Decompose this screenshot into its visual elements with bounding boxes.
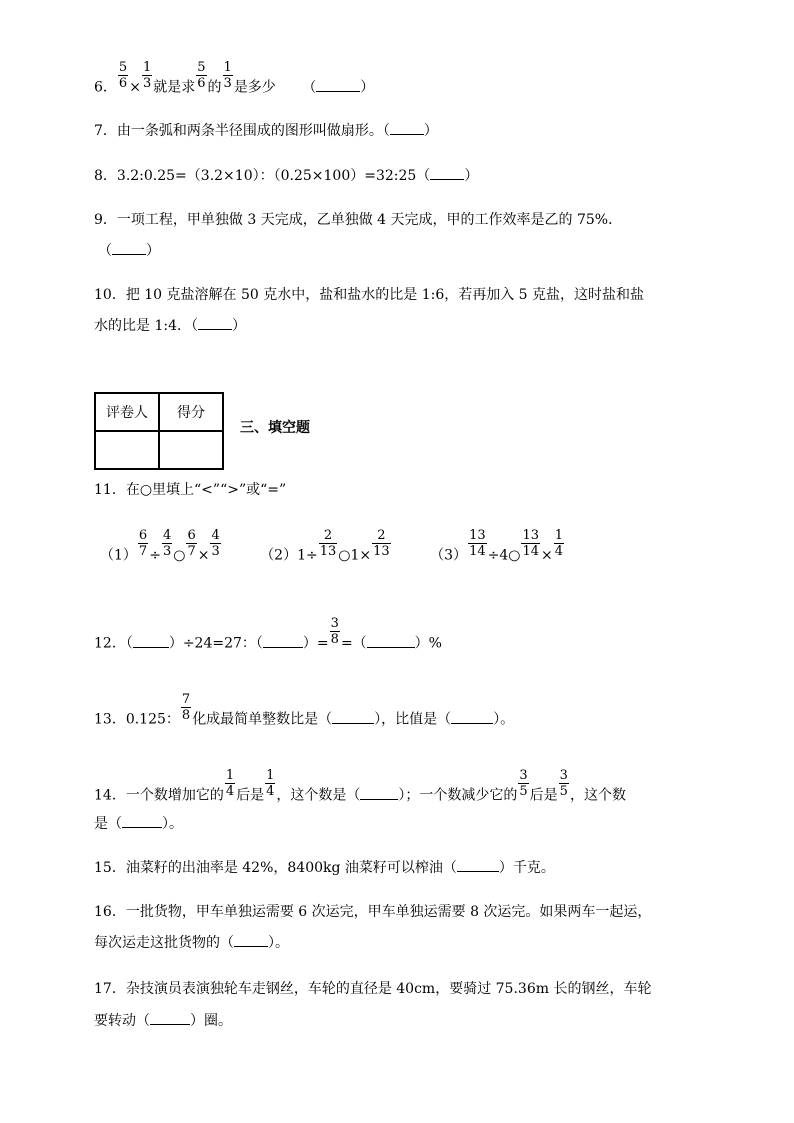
fraction bbox=[319, 528, 338, 559]
question-text: 要转动（ bbox=[94, 1013, 150, 1029]
compare-expression[interactable]: ÷4○ bbox=[487, 547, 521, 564]
question-6 bbox=[94, 60, 375, 103]
fraction bbox=[372, 528, 391, 559]
answer-blank[interactable] bbox=[198, 317, 232, 330]
numerator: 3 bbox=[559, 768, 568, 783]
answer-blank[interactable] bbox=[150, 1012, 190, 1025]
question-8 bbox=[94, 166, 478, 186]
denominator: 4 bbox=[554, 544, 564, 559]
question-text: 7．由一条弧和两条半径围成的图形叫做扇形。（ bbox=[94, 123, 390, 139]
question-text: 就是求 bbox=[153, 79, 196, 96]
fraction bbox=[554, 528, 564, 559]
sub-question-3 bbox=[430, 528, 565, 571]
numerator: 4 bbox=[162, 528, 172, 543]
answer-blank[interactable] bbox=[332, 711, 374, 724]
question-17 bbox=[94, 979, 651, 999]
question-text: 13．0.125： bbox=[94, 711, 180, 728]
denominator: 4 bbox=[225, 784, 235, 799]
denominator: 14 bbox=[469, 544, 486, 559]
question-text: =（ bbox=[340, 635, 367, 652]
numerator: 6 bbox=[187, 528, 196, 543]
question-12 bbox=[94, 616, 442, 659]
question-17-line2 bbox=[94, 1011, 232, 1031]
grader-header: 评卷人 bbox=[95, 393, 159, 431]
answer-blank[interactable] bbox=[451, 711, 493, 724]
sub-label: （2）1÷ bbox=[260, 547, 318, 564]
question-text: 的 bbox=[207, 79, 222, 96]
answer-blank[interactable] bbox=[234, 934, 268, 947]
question-text: 每次运走这批货物的（ bbox=[94, 935, 234, 951]
divide-sign: ÷ bbox=[149, 547, 161, 564]
answer-blank[interactable] bbox=[457, 859, 499, 872]
question-text: 14．一个数增加它的 bbox=[94, 787, 224, 804]
numerator: 1 bbox=[223, 60, 232, 75]
grader-cell[interactable] bbox=[95, 431, 159, 469]
score-cell[interactable] bbox=[159, 431, 223, 469]
question-text: 11．在○里填上“<”“>”或“=” bbox=[94, 482, 287, 498]
answer-blank[interactable] bbox=[367, 635, 415, 648]
fraction bbox=[225, 768, 235, 799]
denominator: 3 bbox=[211, 544, 220, 559]
question-text: ）% bbox=[414, 635, 442, 652]
answer-blank[interactable] bbox=[133, 635, 169, 648]
question-14-line2 bbox=[94, 814, 183, 834]
answer-blank[interactable] bbox=[390, 122, 424, 135]
question-text: ）圈。 bbox=[190, 1013, 232, 1029]
question-text: 10．把 10 克盐溶解在 50 克水中，盐和盐水的比是 1:6，若再加入 5 克盐，这时盐和盐 bbox=[94, 287, 645, 303]
question-11 bbox=[94, 480, 286, 500]
question-10 bbox=[94, 285, 644, 305]
question-text: ）千克。 bbox=[498, 860, 555, 876]
question-text: 是（ bbox=[94, 816, 122, 832]
question-text: ）= bbox=[302, 635, 329, 652]
numerator: 3 bbox=[519, 768, 528, 783]
question-text: 化成最简单整数比是（ bbox=[192, 711, 333, 728]
numerator: 1 bbox=[142, 60, 152, 75]
denominator: 6 bbox=[197, 76, 206, 91]
fraction bbox=[559, 768, 569, 799]
question-11-parts bbox=[100, 528, 599, 571]
answer-blank[interactable] bbox=[316, 79, 360, 92]
times-sign: × bbox=[129, 79, 141, 96]
fraction bbox=[118, 60, 128, 91]
answer-blank[interactable] bbox=[430, 167, 464, 180]
numerator: 5 bbox=[197, 60, 206, 75]
numerator: 7 bbox=[181, 692, 191, 707]
times-sign: × bbox=[197, 547, 210, 564]
question-text: 后是 bbox=[529, 787, 558, 804]
answer-blank[interactable] bbox=[112, 242, 146, 255]
question-text: ，这个数 bbox=[569, 787, 626, 804]
question-7 bbox=[94, 121, 438, 141]
question-text: ）。 bbox=[493, 711, 515, 728]
numerator: 1 bbox=[266, 768, 275, 783]
question-10-line2 bbox=[94, 316, 246, 336]
sub-label: （1） bbox=[100, 547, 137, 564]
question-text: ）；一个数减少它的 bbox=[398, 787, 518, 804]
compare-expression[interactable]: ○1× bbox=[338, 547, 372, 564]
numerator: 2 bbox=[377, 528, 386, 543]
question-text: 9．一项工程，甲单独做 3 天完成，乙单独做 4 天完成，甲的工作效率是乙的 75%． bbox=[94, 212, 623, 228]
fraction bbox=[138, 528, 148, 559]
question-text: 8．3.2:0.25=（3.2×10）：（0.25×100）=32:25（ bbox=[94, 168, 431, 184]
question-text: 15．油菜籽的出油率是 42%，8400kg 油菜籽可以榨油（ bbox=[94, 860, 457, 876]
score-header: 得分 bbox=[159, 393, 223, 431]
fraction bbox=[196, 60, 206, 91]
paren-close: ） bbox=[464, 168, 479, 184]
denominator: 13 bbox=[319, 544, 337, 559]
question-14 bbox=[94, 768, 626, 811]
denominator: 7 bbox=[187, 544, 196, 559]
question-text: ），比值是（ bbox=[374, 711, 452, 728]
denominator: 4 bbox=[266, 784, 275, 799]
denominator: 3 bbox=[142, 76, 152, 91]
question-text: ）÷24=27：（ bbox=[168, 635, 263, 652]
numerator: 1 bbox=[554, 528, 564, 543]
question-text: 是多少 bbox=[233, 79, 276, 96]
fraction bbox=[181, 692, 191, 723]
numerator: 1 bbox=[225, 768, 235, 783]
fraction bbox=[223, 60, 233, 91]
numerator: 3 bbox=[330, 616, 339, 631]
answer-blank[interactable] bbox=[263, 635, 303, 648]
fraction bbox=[265, 768, 275, 799]
paren-close: ） bbox=[423, 123, 438, 139]
question-text: 水的比是 1:4．（ bbox=[94, 318, 198, 334]
fraction bbox=[521, 528, 540, 559]
denominator: 3 bbox=[162, 544, 172, 559]
paren-close: ） bbox=[146, 243, 160, 259]
sub-label: （3） bbox=[430, 547, 468, 564]
denominator: 3 bbox=[223, 76, 232, 91]
numerator: 5 bbox=[118, 60, 128, 75]
answer-blank[interactable] bbox=[360, 787, 398, 800]
denominator: 7 bbox=[138, 544, 148, 559]
fraction bbox=[330, 616, 340, 647]
question-16-line2 bbox=[94, 933, 289, 953]
question-13 bbox=[94, 692, 515, 735]
denominator: 13 bbox=[373, 544, 390, 559]
question-text: 12．（ bbox=[94, 635, 133, 652]
sub-question-1 bbox=[100, 528, 222, 571]
question-text: 后是 bbox=[236, 787, 265, 804]
section-title: 三、填空题 bbox=[240, 420, 310, 436]
fraction bbox=[210, 528, 220, 559]
question-number: 6． bbox=[94, 79, 117, 96]
compare-circle[interactable]: ○ bbox=[173, 547, 186, 564]
numerator: 13 bbox=[469, 528, 486, 543]
paren-open: （ bbox=[302, 79, 317, 96]
times-sign: × bbox=[541, 547, 553, 564]
paren-open: （ bbox=[98, 243, 112, 259]
numerator: 2 bbox=[323, 528, 333, 543]
denominator: 8 bbox=[330, 632, 339, 647]
numerator: 4 bbox=[211, 528, 220, 543]
question-15 bbox=[94, 858, 555, 878]
denominator: 5 bbox=[519, 784, 528, 799]
numerator: 6 bbox=[138, 528, 148, 543]
fraction bbox=[162, 528, 172, 559]
question-text: ，这个数是（ bbox=[276, 787, 361, 804]
paren-close: ） bbox=[360, 79, 375, 96]
question-text: 16．一批货物，甲车单独运需要 6 次运完，甲车单独运需要 8 次运完。如果两车一起运， bbox=[94, 904, 652, 920]
denominator: 5 bbox=[559, 784, 568, 799]
fraction bbox=[186, 528, 196, 559]
fraction bbox=[142, 60, 152, 91]
denominator: 6 bbox=[118, 76, 128, 91]
question-9 bbox=[94, 210, 622, 230]
question-16 bbox=[94, 902, 651, 922]
numerator: 13 bbox=[522, 528, 540, 543]
denominator: 14 bbox=[522, 544, 540, 559]
answer-blank[interactable] bbox=[122, 815, 162, 828]
fraction bbox=[468, 528, 487, 559]
denominator: 8 bbox=[181, 708, 191, 723]
paren-close: ） bbox=[231, 318, 246, 334]
question-text: 17．杂技演员表演独轮车走钢丝，车轮的直径是 40cm，要骑过 75.36m 长的钢丝，车轮 bbox=[94, 981, 652, 997]
question-9-answer bbox=[98, 241, 160, 261]
fraction bbox=[518, 768, 528, 799]
question-text: ）。 bbox=[268, 935, 289, 951]
question-text: ）。 bbox=[162, 816, 183, 832]
sub-question-2 bbox=[260, 528, 392, 571]
score-table bbox=[94, 392, 224, 470]
